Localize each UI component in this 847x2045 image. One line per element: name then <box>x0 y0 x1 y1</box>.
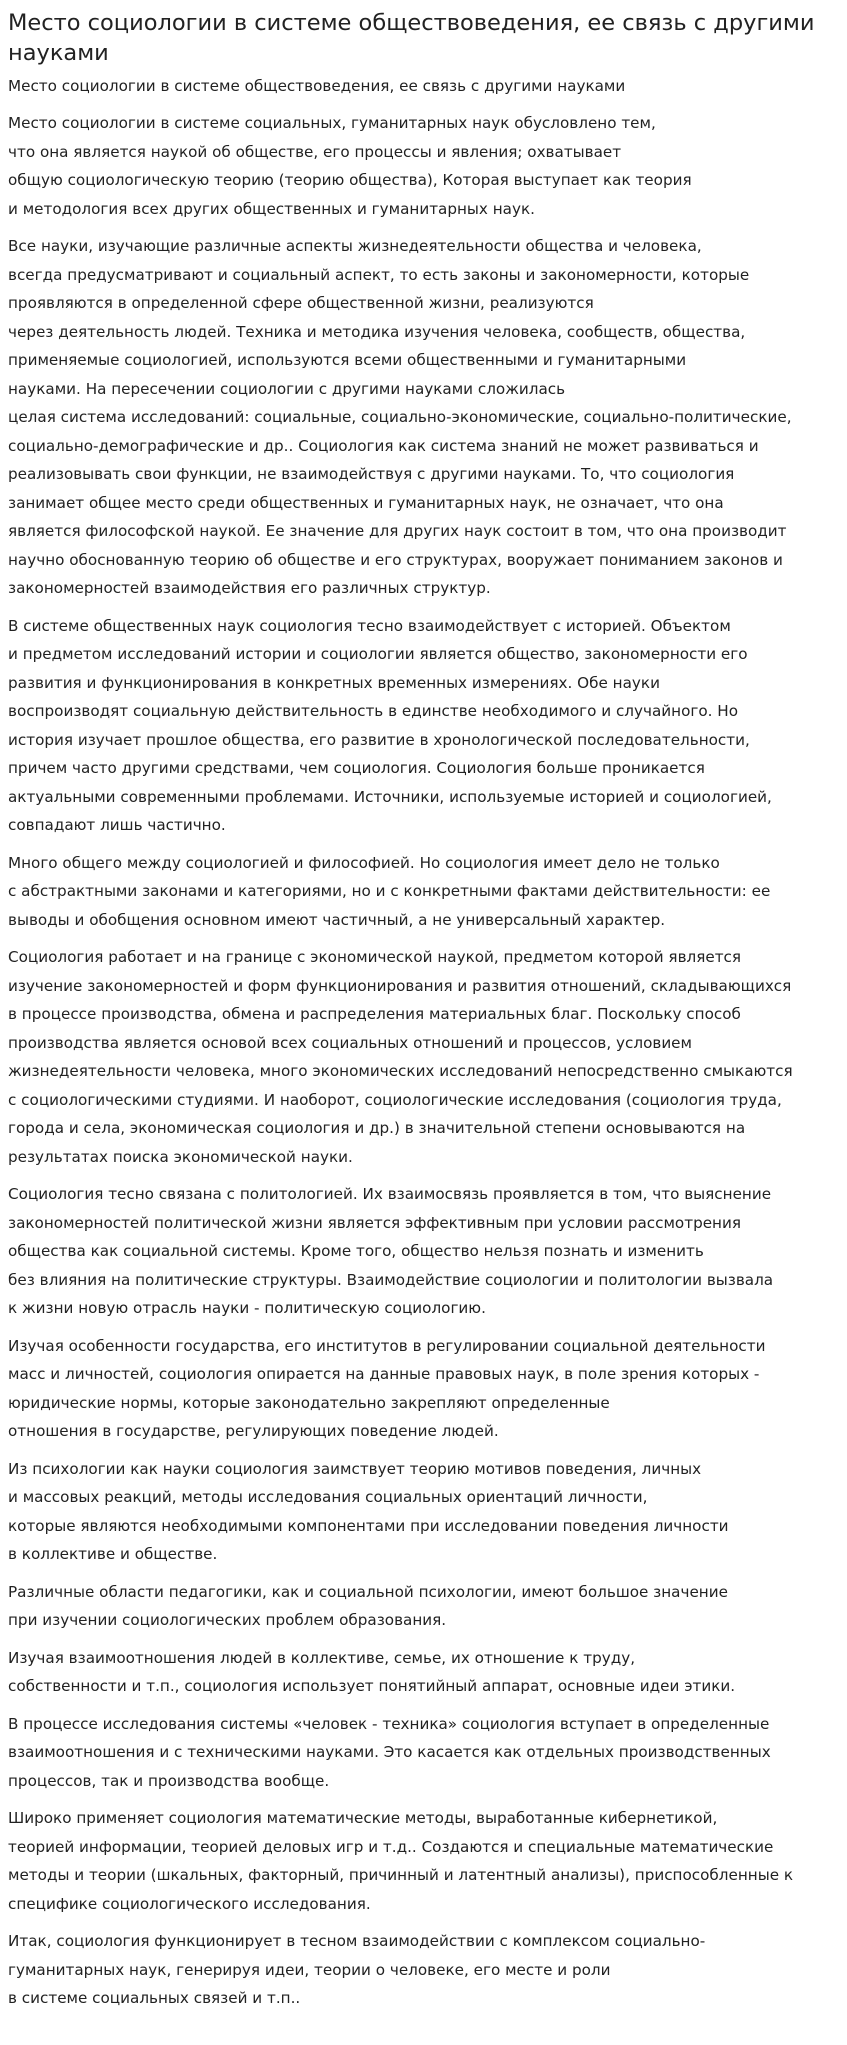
paragraph-12: Широко применяет социология математические методы, выработанные кибернетикой, теорией информации, теорией деловых игр и т.д.. Создаются и специальные математические методы и теории (шкальных, факторный, причинный и латентный анализы), приспособленные к специфике социологического исследования. <box>8 1809 794 1913</box>
paragraph-1: Место социологии в системе социальных, гуманитарных наук обусловлено тем, что она является наукой об обществе, его процессы и явления; охватывает общую социологическую теорию (теорию общества), Которая выступает как теория и методология всех других общественных и гуманитарных наук. <box>8 114 692 218</box>
paragraph-4: Много общего между социологией и философией. Но социология имеет дело не только с абстрактными законами и категориями, но и с конкретными фактами действительности: ее выводы и обобщения основном имеют частичный, а не универсальный характер. <box>8 853 771 929</box>
paragraph-9: Различные области педагогики, как и социальной психологии, имеют большое значение при изучении социологических проблем образования. <box>8 1582 728 1629</box>
paragraph-5: Социология работает и на границе с экономической наукой, предметом которой является изучение закономерностей и форм функционирования и развития отношений, складывающихся в процессе производства, обмена и распределения материальных благ. Поскольку способ производства является основой всех социальных отношений и процессов, условием жизнедеятельности человека, много экономических исследований непосредственно смыкаются с социологическими студиями. И наоборот, социологические исследования (социология труда, города и села, экономическая социология и др.) в значительной степени основываются на результатах поиска экономической науки. <box>8 948 793 1166</box>
paragraph-6: Социология тесно связана с политологией. Их взаимосвязь проявляется в том, что выяснение закономерностей политической жизни является эффективным при условии рассмотрения общества как социальной системы. Кроме того, общество нельзя познать и изменить без влияния на политические структуры. Взаимодействие социологии и политологии вызвала к жизни новую отрасль науки - политическую социологию. <box>8 1185 774 1317</box>
page-title: Место социологии в системе обществоведения, ее связь с другими науками <box>8 10 815 66</box>
paragraph-3: В системе общественных наук социология тесно взаимодействует с историей. Объектом и предметом исследований истории и социологии является общество, закономерности его развития и функционирования в конкретных временных измерениях. Обе науки воспроизводят социальную действительность в единстве необходимого и случайного. Но история изучает прошлое общества, его развитие в хронологической последовательности, причем часто другими средствами, чем социология. Социология больше проникается актуальными современными проблемами. Источники, используемые историей и социологией, совпадают лишь частично. <box>8 616 772 834</box>
article-subtitle: Место социологии в системе обществоведения, ее связь с другими науками <box>8 77 626 95</box>
paragraph-8: Из психологии как науки социология заимствует теорию мотивов поведения, личных и массовых реакций, методы исследования социальных ориентаций личности, которые являются необходимыми компонентами при исследовании поведения личности в коллективе и обществе. <box>8 1459 729 1563</box>
paragraph-10: Изучая взаимоотношения людей в коллективе, семье, их отношение к труду, собственности и т.п., социология использует понятийный аппарат, основные идеи этики. <box>8 1648 736 1695</box>
paragraph-2: Все науки, изучающие различные аспекты жизнедеятельности общества и человека, всегда предусматривают и социальный аспект, то есть законы и закономерности, которые проявляются в определенной сфере общественной жизни, реализуются через деятельность людей. Техника и методика изучения человека, сообществ, общества, применяемые социологией, используются всеми общественными и гуманитарными науками. На пересечении социологии с другими науками сложилась целая система исследований: социальные, социально-экономические, социально-политические, социально-демографические и др.. Социология как система знаний не может развиваться и реализовывать свои функции, не взаимодействуя с другими науками. То, что социология занимает общее место среди общественных и гуманитарных наук, не означает, что она является философской наукой. Ее значение для других наук состоит в том, что она производит научно обоснованную теорию об обществе и его структурах, вооружает пониманием законов и закономерностей взаимодействия его различных структур. <box>8 237 792 597</box>
paragraph-11: В процессе исследования системы «человек - техника» социология вступает в определенные взаимоотношения и с техническими науками. Это касается как отдельных производственных процессов, так и производства вообще. <box>8 1714 771 1790</box>
paragraph-13: Итак, социология функционирует в тесном взаимодействии с комплексом социально- гуманитарных наук, генерируя идеи, теории о человеке, его месте и роли в системе социальных связей и т.п.. <box>8 1932 706 2007</box>
paragraph-7: Изучая особенности государства, его институтов в регулировании социальной деятельности масс и личностей, социология опирается на данные правовых наук, в поле зрения которых - юридические нормы, которые законодательно закрепляют определенные отношения в государстве, регулирующих поведение людей. <box>8 1336 766 1440</box>
